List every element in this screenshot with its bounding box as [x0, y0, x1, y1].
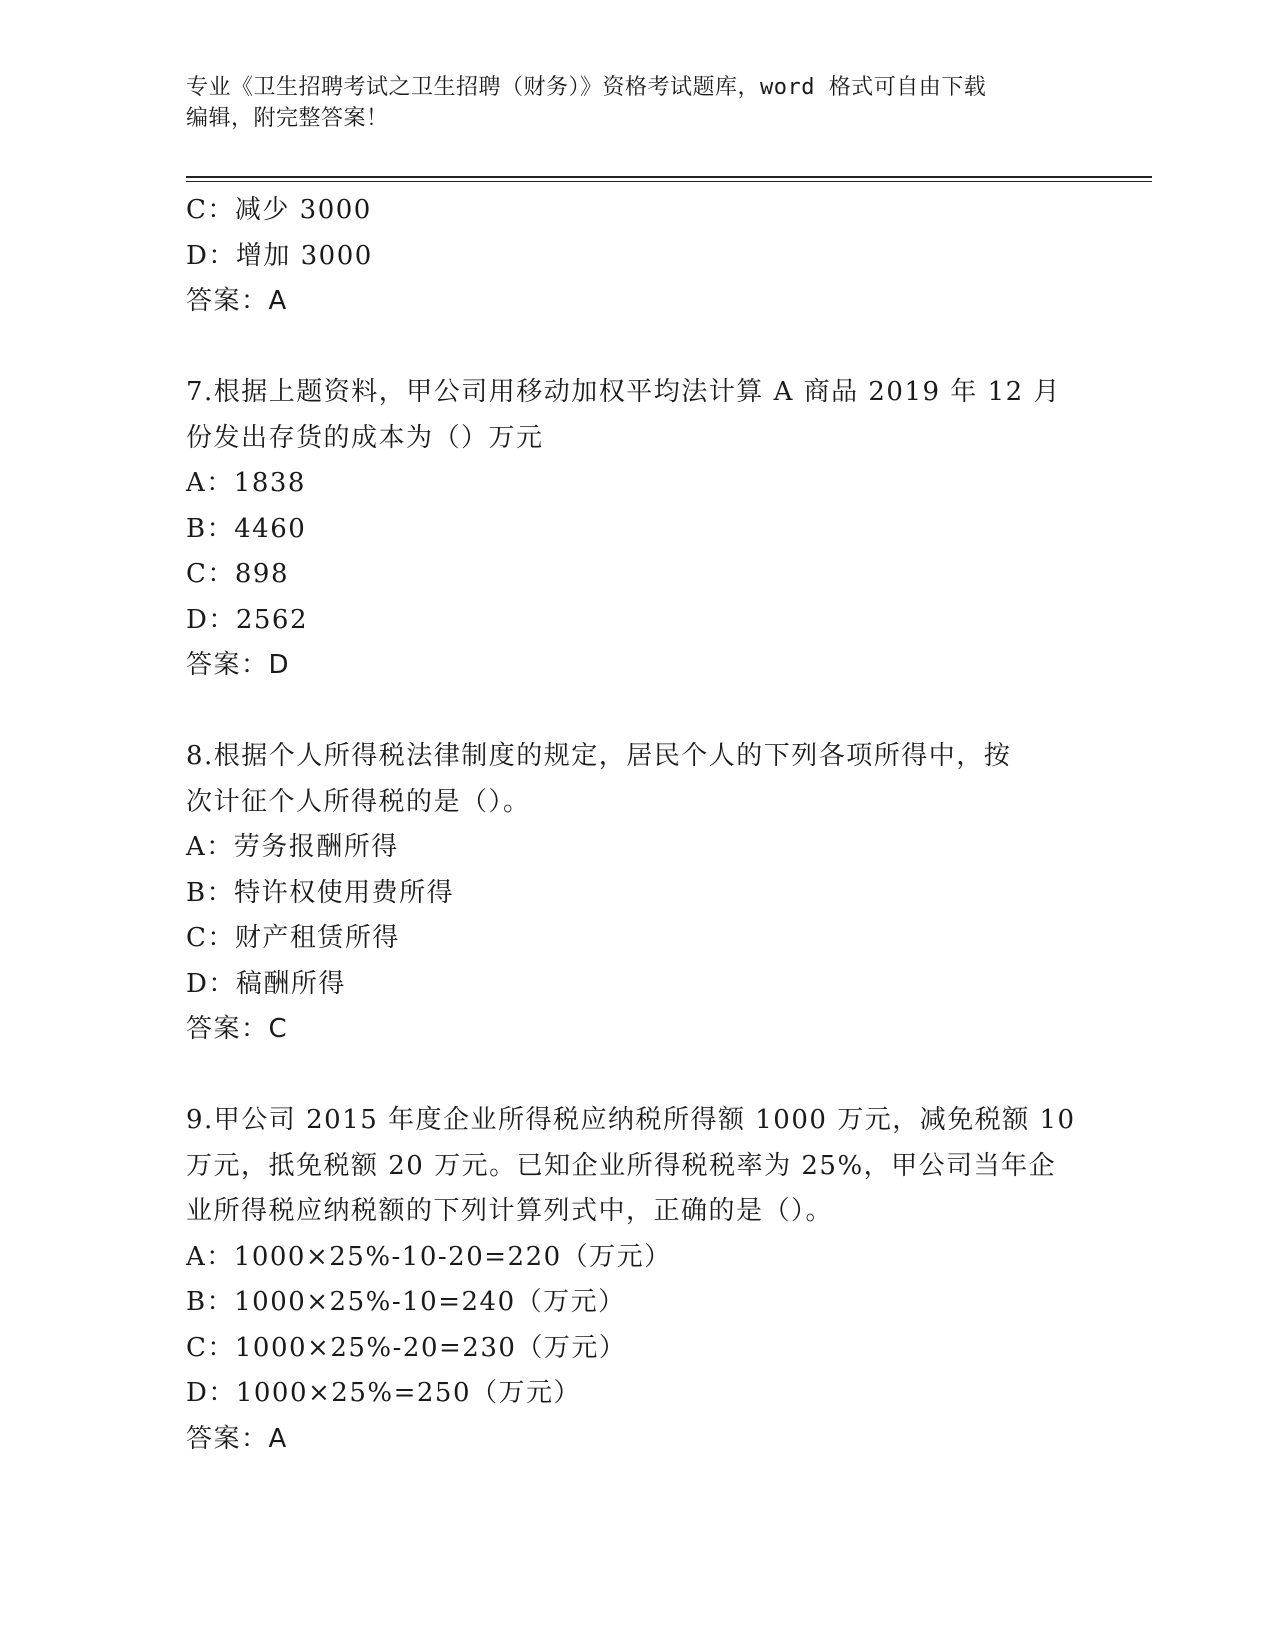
option-d: D：1000×25%=250（万元） — [186, 1378, 581, 1408]
option-b: B：1000×25%-10=240（万元） — [186, 1287, 626, 1317]
option-c: C：898 — [186, 559, 290, 589]
question-9 — [186, 1098, 1076, 1462]
answer-line: 答案：D — [186, 650, 291, 680]
option-d: D：2562 — [186, 604, 309, 635]
spacer — [186, 689, 1066, 735]
question-text-line: 7.根据上题资料，甲公司用移动加权平均法计算 A 商品 2019 年 12 月 — [186, 377, 1061, 407]
header-divider-thin — [186, 181, 1152, 182]
spacer — [186, 325, 1066, 371]
prev-question-block — [186, 188, 1066, 325]
answer-line: 答案：C — [186, 1014, 289, 1044]
question-7 — [186, 370, 1066, 689]
option-a: A：1838 — [186, 468, 306, 498]
option-c: C：财产租赁所得 — [186, 923, 400, 953]
option-a: A：劳务报酬所得 — [186, 832, 399, 862]
question-8 — [186, 734, 1066, 1053]
option-a: A：1000×25%-10-20=220（万元） — [186, 1241, 672, 1272]
question-text-line: 8.根据个人所得税法律制度的规定，居民个人的下列各项所得中，按 — [186, 741, 1012, 771]
question-content — [186, 188, 1076, 1462]
answer-line: 答案：A — [186, 1423, 288, 1454]
option-b: B：4460 — [186, 513, 307, 544]
header-divider-thick — [186, 176, 1152, 178]
option-d: D：稿酬所得 — [186, 968, 346, 999]
answer-line: 答案：A — [186, 286, 288, 316]
option-c: C：减少 3000 — [186, 195, 372, 225]
question-text-line: 万元，抵免税额 20 万元。已知企业所得税税率为 25%，甲公司当年企 — [186, 1150, 1057, 1181]
document-header: 专业《卫生招聘考试之卫生招聘（财务）》资格考试题库，word 格式可自由下载 编辑，附完整答案！ — [186, 75, 987, 131]
question-text-line: 份发出存货的成本为（）万元 — [186, 422, 544, 453]
spacer — [186, 1053, 1066, 1099]
option-c: C：1000×25%-20=230（万元） — [186, 1332, 627, 1363]
question-text-line: 9.甲公司 2015 年度企业所得税应纳税所得额 1000 万元，减免税额 10 — [186, 1105, 1076, 1135]
question-text-line: 次计征个人所得税的是（）。 — [186, 786, 531, 817]
option-b: B：特许权使用费所得 — [186, 877, 455, 908]
question-text-line: 业所得税应纳税额的下列计算列式中，正确的是（）。 — [186, 1196, 834, 1226]
option-d: D：增加 3000 — [186, 240, 373, 271]
